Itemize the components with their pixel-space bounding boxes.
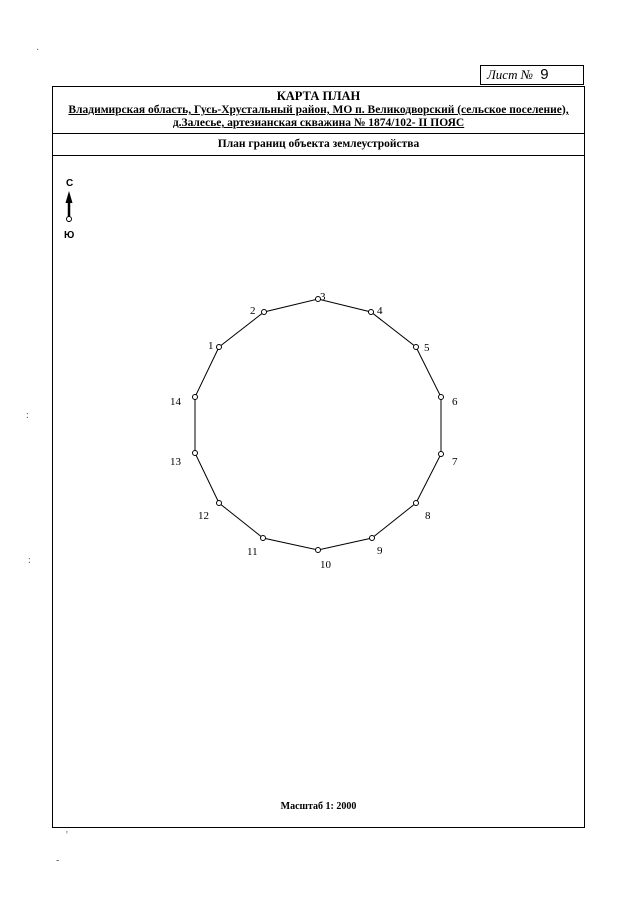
vertex-label: 12 [198,510,209,522]
vertex-label: 3 [320,291,326,303]
sheet-number: 9 [540,66,549,83]
north-label: С [66,178,74,189]
scan-mark: : [28,555,31,566]
vertex-label: 10 [320,559,331,571]
map-header [53,87,584,134]
map-frame [52,86,585,828]
south-label: Ю [64,230,75,241]
vertex-label: 13 [170,456,181,468]
plan-subtitle: План границ объекта землеустройства [53,134,584,156]
scan-mark: · [36,45,40,56]
vertex-label: 2 [250,305,256,317]
page-title: КАРТА ПЛАН [276,89,361,103]
vertex-label: 8 [425,510,431,522]
vertex-label: 1 [208,340,214,352]
vertex-label: 11 [247,546,258,558]
vertex-label: 4 [377,305,383,317]
object-address: Владимирская область, Гусь-Хрустальный район, МО п. Великодворский (сельское поселение), д.Залесье, артезианская скважина № 1874/102- II ПОЯС [68,104,569,129]
vertex-label: 7 [452,456,458,468]
scan-mark: - [56,855,60,866]
vertex-label: 6 [452,396,458,408]
scan-mark: ' [66,830,68,841]
sheet-number-box [480,65,584,85]
vertex-label: 14 [170,396,181,408]
sheet-label: Лист № [487,67,533,82]
scan-mark: : [26,410,29,421]
scale-label: Масштаб 1: 2000 [280,801,357,812]
vertex-label: 9 [377,545,383,557]
vertex-label: 5 [424,342,430,354]
